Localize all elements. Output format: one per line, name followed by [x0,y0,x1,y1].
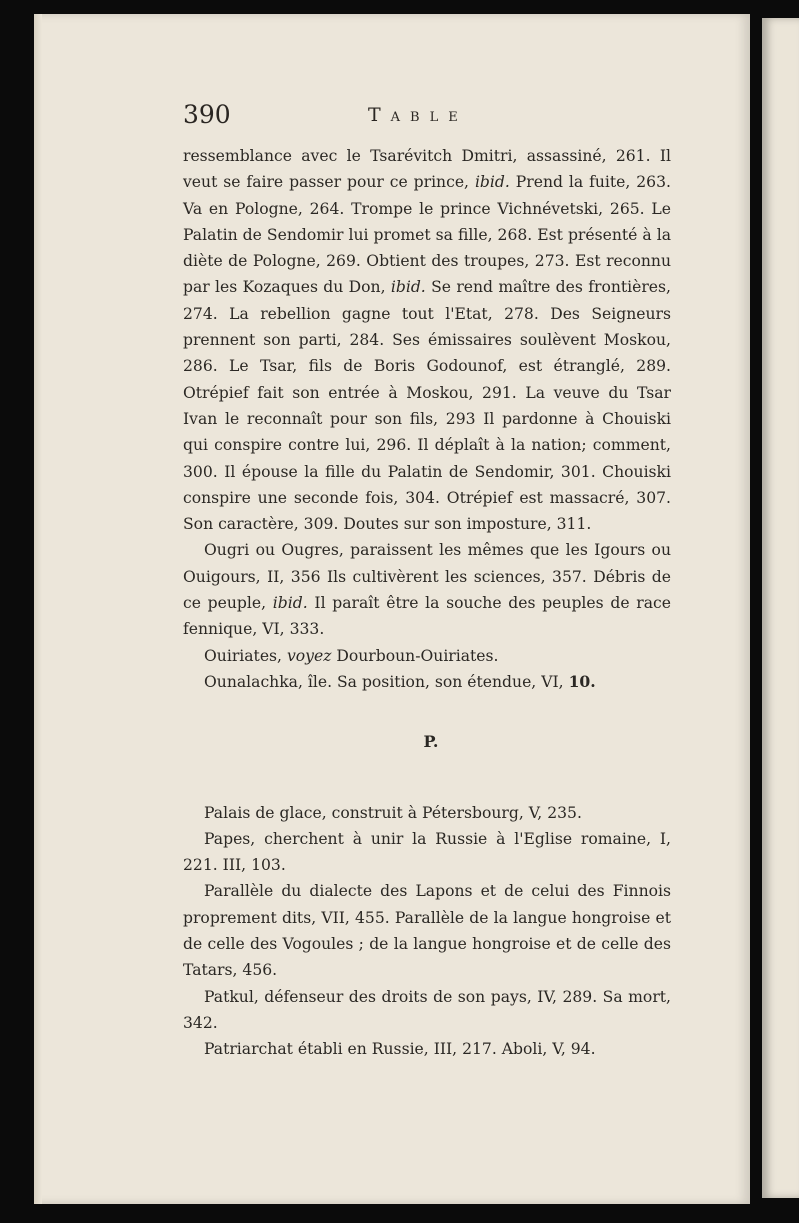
italic-text: ibid. [474,173,510,192]
running-title: Table [368,104,468,126]
index-body [183,143,671,1063]
index-entry-patriarchat: Patriarchat établi en Russie, III, 217. Aboli, V, 94. [204,1040,596,1059]
index-entry-palais: Palais de glace, construit à Pétersbourg, V, 235. [204,803,582,822]
index-entry-ouiriates: Ouiriates, voyez Dourboun-Ouiriates. [204,646,499,665]
italic-text: voyez [286,646,332,665]
index-entry-patkul: Patkul, défenseur des droits de son pays, IV, 289. Sa mort, 342. [183,987,671,1032]
index-entry-ougri: Ougri ou Ougres, paraissent les mêmes que les Igours ou Ouigours, II, 356 Ils cultivèrent les sciences, 357. Débris de ce peuple, ibid. Il paraît être la souche des peuples de race fennique, VI, 333. [183,541,671,639]
page-gutter-edge [34,14,42,1204]
italic-text: ibid. [272,594,308,613]
index-entry-parallele: Parallèle du dialecte des Lapons et de celui des Finnois proprement dits, VII, 455. Parallèle de la langue hongroise et de celle des Vogoules ; de la langue hongroise et de celle des Tatars, 456. [183,882,671,980]
page-header [183,100,663,134]
section-letter: P. [423,732,439,752]
page-number: 390 [183,100,231,129]
index-entry-ounalachka: Ounalachka, île. Sa position, son étendue, VI, 10. [204,671,596,691]
entries-before-section [183,143,671,695]
index-entry-otrepief-continued: ressemblance avec le Tsarévitch Dmitri, assassiné, 261. Il veut se faire passer pour ce prince, ibid. Prend la fuite, 263. Va en Pologne, 264. Trompe le prince Vichnévetski, 265. Le Palatin de Sendomir lui promet sa fille, 268. Est présenté à la diète de Pologne, 269. Obtient des troupes, 273. Est reconnu par les Kozaques du Don, ibid. Se rend maître des frontières, 274. La rebellion gagne tout l'Etat, 278. Des Seigneurs prennent son parti, 284. Ses émissaires soulèvent Moskou, 286. Le Tsar, fils de Boris Godounof, est étranglé, 289. Otrépief fait son entrée à Moskou, 291. La veuve du Tsar Ivan le reconnaît pour son fils, 293 Il pardonne à Chouiski qui conspire contre lui, 296. Il déplaît à la nation; comment, 300. Il épouse la fille du Palatin de Sendomir, 301. Chouiski conspire une seconde fois, 304. Otrépief est massacré, 307. Son caractère, 309. Doutes sur son imposture, 311. [183,147,671,534]
facing-page-edge [762,18,799,1198]
entries-after-section [183,800,671,1063]
index-entry-papes: Papes, cherchent à unir la Russie à l'Eglise romaine, I, 221. III, 103. [183,829,671,875]
italic-text: ibid. [390,278,426,297]
bold-text: 10. [568,671,596,691]
